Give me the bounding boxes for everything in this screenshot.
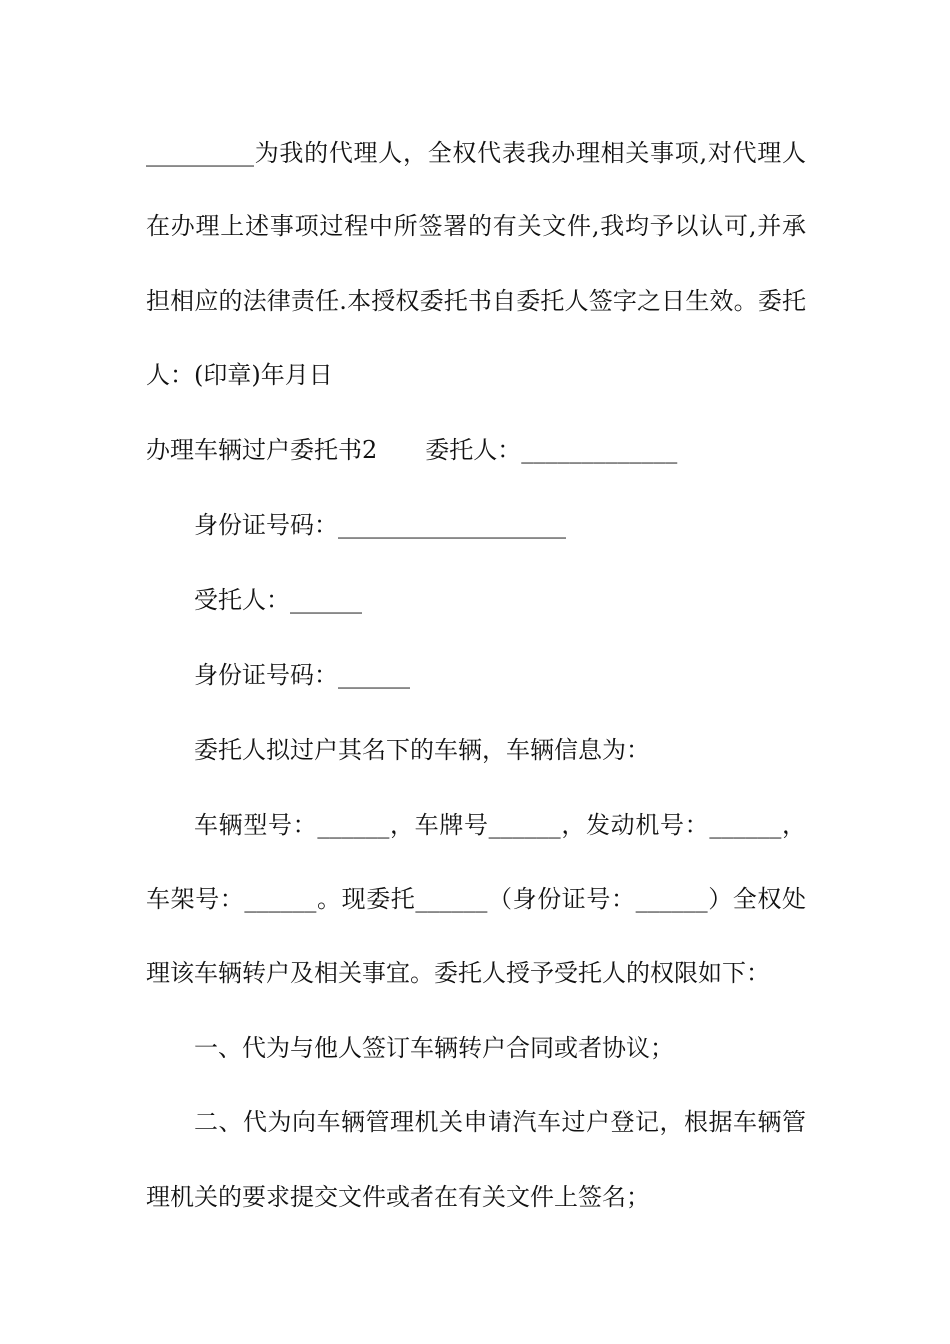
agent-line: 受托人：______ (194, 586, 362, 614)
authority-item-2-line-1: 二、代为向车辆管理机关申请汽车过户登记，根据车辆管 (194, 1108, 806, 1136)
agent-id-line: 身份证号码：______ (194, 661, 410, 689)
vehicle-info-line-2: 车架号：______。现委托______（身份证号：______）全权处 (146, 885, 806, 913)
principal-id-line: 身份证号码：___________________ (194, 511, 566, 539)
paragraph-line-4: 人：(印章)年月日 (146, 361, 333, 389)
authority-item-1: 一、代为与他人签订车辆转户合同或者协议； (194, 1034, 674, 1062)
paragraph-line-2: 在办理上述事项过程中所签署的有关文件,我均予以认可,并承 (146, 212, 806, 240)
authority-intro-line: 理该车辆转户及相关事宜。委托人授予受托人的权限如下： (146, 959, 770, 987)
vehicle-intro-line: 委托人拟过户其名下的车辆，车辆信息为： (194, 736, 650, 764)
paragraph-line-1: _________为我的代理人，全权代表我办理相关事项,对代理人 (146, 139, 806, 167)
authority-item-2-line-2: 理机关的要求提交文件或者在有关文件上签名； (146, 1183, 650, 1211)
paragraph-line-3: 担相应的法律责任.本授权委托书自委托人签字之日生效。委托 (146, 287, 806, 315)
section-title-line: 办理车辆过户委托书2 委托人：_____________ (146, 436, 678, 464)
vehicle-info-line-1: 车辆型号：______，车牌号______，发动机号：______， (194, 811, 806, 839)
